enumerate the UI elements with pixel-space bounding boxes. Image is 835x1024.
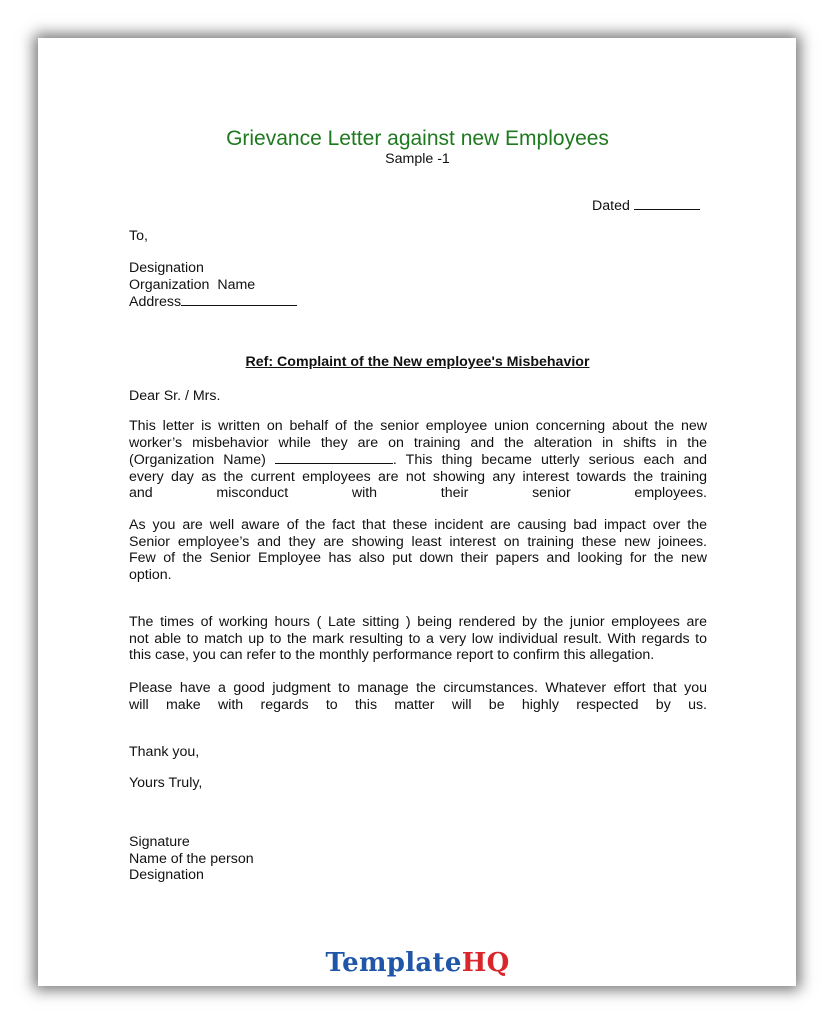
dated-blank: [634, 197, 700, 210]
recipient-address: [129, 293, 297, 311]
paragraph-4-line: will make with regards to this matter will be highly respected by us.: [129, 696, 707, 713]
paragraph-4: [129, 680, 707, 713]
recipient-organization: Organization Name: [129, 277, 256, 293]
letter-title: Grievance Letter against new Employees: [226, 127, 609, 150]
dated-field: [592, 197, 700, 215]
paragraph-1: [129, 418, 707, 502]
recipient-address-label: Address: [129, 294, 182, 310]
paragraph-2: [129, 517, 707, 583]
paragraph-1-line: [129, 451, 707, 469]
closing: Yours Truly,: [129, 775, 203, 791]
paragraph-1-line: worker’s misbehavior while they are on training and the alteration in shifts in the: [129, 434, 707, 451]
paragraph-1-text: . This thing became utterly serious each and: [392, 452, 708, 468]
dated-label: Dated: [592, 198, 630, 214]
letter-subtitle: Sample -1: [385, 151, 450, 167]
paragraph-1-line: and misconduct with their senior employees.: [129, 485, 707, 501]
signature-label: Signature: [129, 834, 190, 850]
to-line: To,: [129, 228, 148, 244]
recipient-designation: Designation: [129, 260, 204, 276]
organization-blank: [275, 451, 393, 464]
organization-name-label: (Organization Name): [129, 452, 266, 468]
thank-you: Thank you,: [129, 744, 200, 760]
paragraph-4-line: Please have a good judgment to manage the circumstances. Whatever effort that you: [129, 680, 707, 696]
paragraph-1-line: every day as the current employees are not showing any interest towards the training: [129, 468, 707, 485]
paragraph-2-line: Senior employee’s and they are showing least interest on training these new joinees.: [129, 533, 707, 550]
salutation: Dear Sr. / Mrs.: [129, 388, 221, 404]
signer-designation-label: Designation: [129, 867, 204, 883]
templatehq-logo: [0, 948, 835, 978]
paragraph-3: [129, 614, 707, 664]
signer-name-label: Name of the person: [129, 851, 254, 867]
paragraph-3-line: this case, you can refer to the monthly performance report to confirm this allegation.: [129, 647, 655, 663]
logo-template-text: Template: [325, 948, 462, 978]
paragraph-2-line: Few of the Senior Employee has also put down their papers and looking for the new: [129, 550, 707, 566]
paragraph-3-line: not able to match up to the mark resulting to a very low individual result. With regards to: [129, 630, 707, 647]
paragraph-2-line: As you are well aware of the fact that these incident are causing bad impact over the: [129, 517, 707, 533]
address-blank: [181, 293, 297, 306]
paragraph-2-line: option.: [129, 566, 172, 583]
paragraph-3-line: The times of working hours ( Late sitting ) being rendered by the junior employees are: [129, 614, 707, 630]
logo-hq-text: HQ: [461, 948, 510, 978]
paragraph-1-line: This letter is written on behalf of the senior employee union concerning about the new: [129, 418, 707, 434]
reference-line: Ref: Complaint of the New employee's Misbehavior: [245, 354, 590, 370]
